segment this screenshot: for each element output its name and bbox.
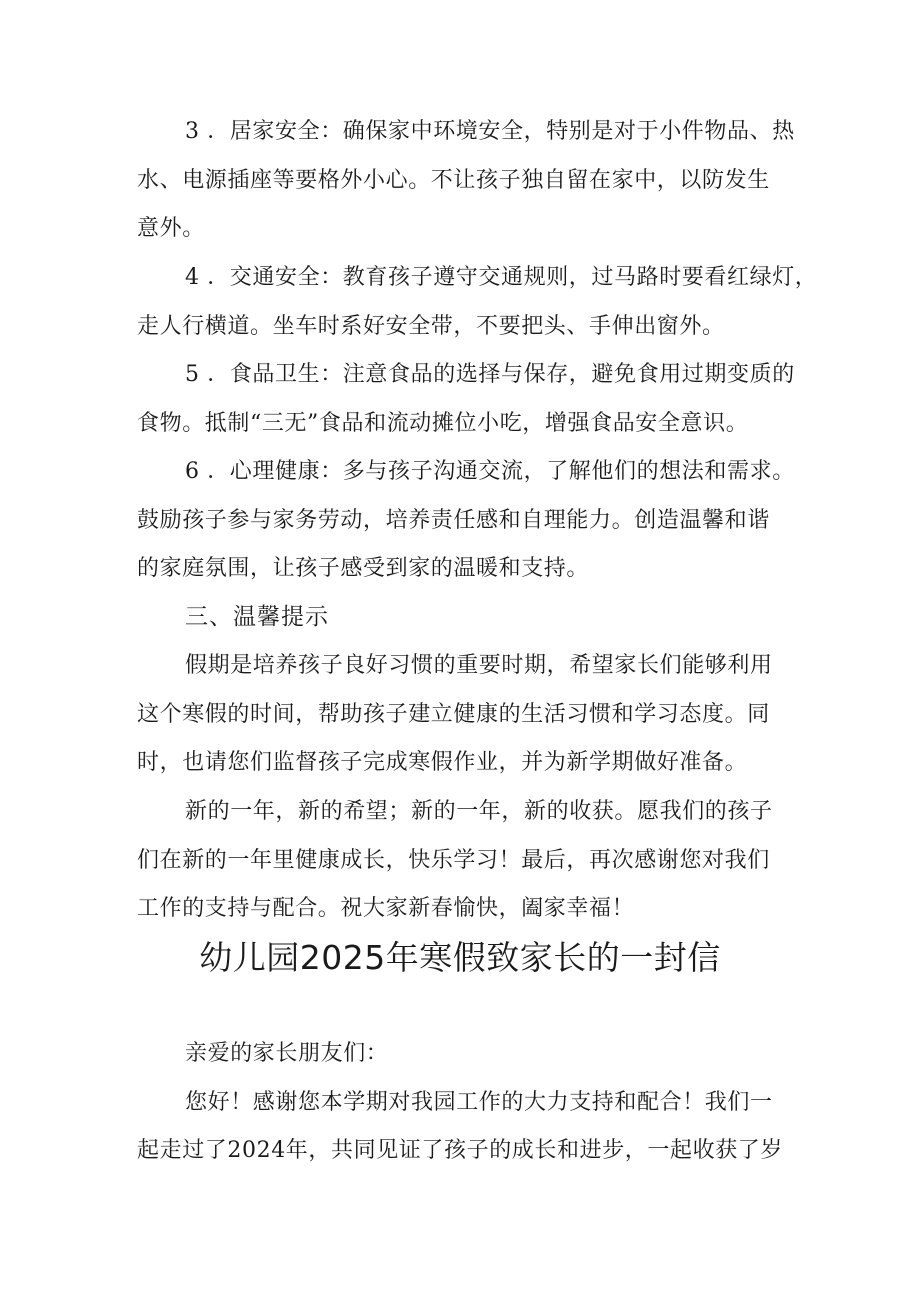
newyear-para-line-2: 们在新的一年里健康成长，快乐学习！最后，再次感谢您对我们 <box>137 848 770 873</box>
newyear-para-line-3: 工作的支持与配合。祝大家新春愉快，阖家幸福！ <box>137 896 635 921</box>
item4-line-2: 走人行横道。坐车时系好安全带，不要把头、手伸出窗外。 <box>137 314 725 339</box>
item3-line-2: 水、电源插座等要格外小心。不让孩子独自留在家中，以防发生 <box>137 168 770 193</box>
holiday-para-line-2: 这个寒假的时间，帮助孩子建立健康的生活习惯和学习态度。同 <box>137 702 770 727</box>
item6-line-1: 6 ．心理健康：多与孩子沟通交流，了解他们的想法和需求。 <box>185 459 795 484</box>
item5-line-1: 5 ．食品卫生：注意食品的选择与保存，避免食用过期变质的 <box>185 362 795 387</box>
opening-para-line-1: 您好！感谢您本学期对我园工作的大力支持和配合！我们一 <box>185 1090 773 1115</box>
section-heading-tips: 三、温馨提示 <box>185 604 329 630</box>
holiday-para-line-1: 假期是培养孩子良好习惯的重要时期，希望家长们能够利用 <box>185 653 773 678</box>
holiday-para-line-3: 时，也请您们监督孩子完成寒假作业，并为新学期做好准备。 <box>137 750 748 775</box>
opening-para-line-2: 起走过了2024年，共同见证了孩子的成长和进步，一起收获了岁 <box>137 1138 783 1163</box>
greeting: 亲爱的家长朋友们： <box>185 1041 389 1066</box>
item3-line-1: 3 ．居家安全：确保家中环境安全，特别是对于小件物品、热 <box>185 119 795 144</box>
item6-line-3: 的家庭氛围，让孩子感受到家的温暖和支持。 <box>137 556 590 581</box>
newyear-para-line-1: 新的一年，新的希望；新的一年，新的收获。愿我们的孩子 <box>185 799 773 824</box>
item6-line-2: 鼓励孩子参与家务劳动，培养责任感和自理能力。创造温馨和谐 <box>137 508 770 533</box>
item5-line-2: 食物。抵制“三无”食品和流动摊位小吃，增强食品安全意识。 <box>137 411 749 436</box>
letter-title: 幼儿园2025年寒假致家长的一封信 <box>199 938 721 977</box>
item4-line-1: 4 ．交通安全：教育孩子遵守交通规则，过马路时要看红绿灯， <box>185 265 818 290</box>
item3-line-3: 意外。 <box>137 216 205 241</box>
